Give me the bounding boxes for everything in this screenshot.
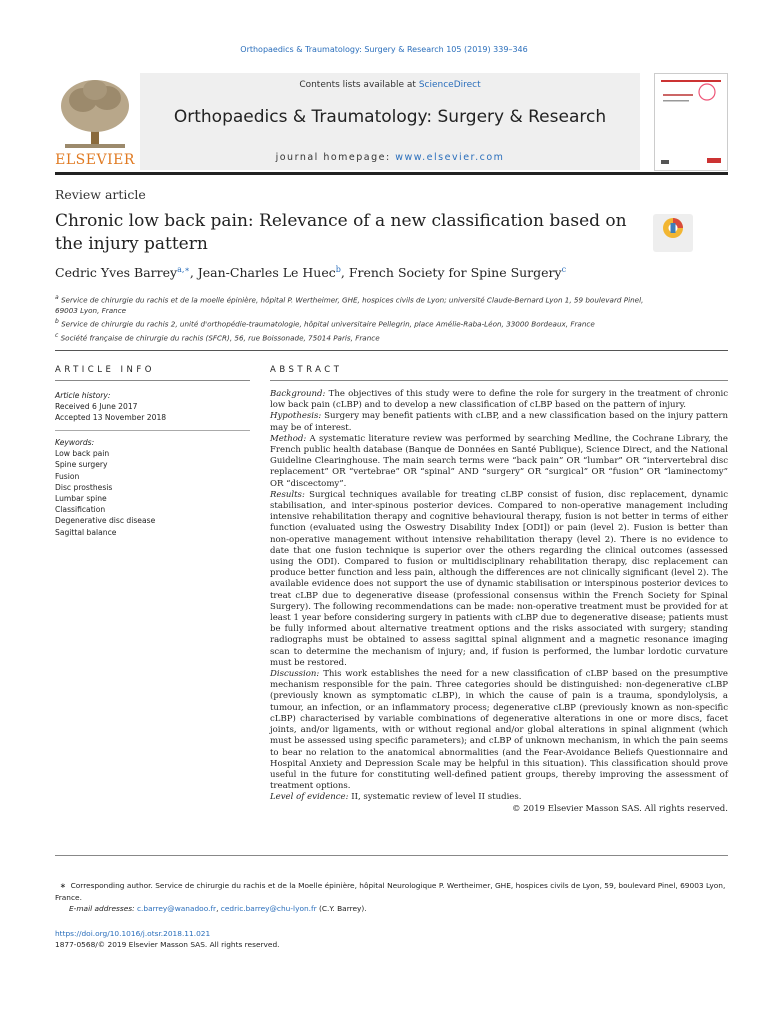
sciencedirect-link[interactable]: ScienceDirect — [418, 80, 481, 90]
abstract-discussion — [270, 669, 728, 792]
abstract-text: II, systematic review of level II studies. — [348, 792, 522, 803]
abstract-method — [270, 434, 728, 490]
author-le-huec[interactable]: , Jean-Charles Le Huec — [189, 265, 336, 281]
affiliation-a — [55, 292, 645, 316]
header-banner — [140, 73, 640, 170]
author-sfcs[interactable]: , French Society for Spine Surgery — [340, 265, 562, 281]
article-info-heading: ARTICLE INFO — [55, 365, 155, 375]
email-line: E-mail addresses: c.barrey@wanadoo.fr, cedric.barrey@chu-lyon.fr (C.Y. Barrey). — [69, 904, 367, 913]
keyword: Disc prosthesis — [55, 482, 113, 492]
article-history — [55, 390, 250, 424]
keyword: Classification — [55, 505, 106, 515]
publisher-name: ELSEVIER — [55, 152, 135, 168]
cover-image-icon — [655, 74, 727, 170]
article-title: Chronic low back pain: Relevance of a new classification based on the injury pattern — [55, 211, 627, 254]
keyword: Fusion — [55, 471, 80, 481]
section-rule — [55, 350, 728, 351]
affil-sup: c — [55, 331, 59, 339]
journal-cover-thumbnail[interactable] — [654, 73, 728, 171]
abstract-rule — [270, 380, 728, 381]
abstract-label: Background: — [270, 389, 326, 399]
doi-block — [55, 928, 280, 950]
email-link-1[interactable]: c.barrey@wanadoo.fr — [136, 904, 217, 913]
abstract-text: Surgical techniques available for treating cLBP consist of fusion, disc replacement, dynamic stabilisation, and inter-spinous posterior devices. Compared to non-operative management including intensive rehabilitation therapy and cognitive behavioural therapy, fusion is not better in terms of either function (evaluated using the Oswestry Disability Index [ODI]) or pain (level 2). Fusion is better than non-operative management without intensive rehabilitation therapy (level 2). There is no evidence to date that one fusion technique is superior over the others regarding the clinical outcomes (assessed using the ODI). Compared to fusion or multidisciplinary rehabilitation therapy, disc replacement can produce better function and less pain, although the differences are not clinically significant (level 2). The available evidence does not support the use of dynamic stabilisation or interspinous posterior devices to treat cLBP due to degenerative disease (professional consensus within the French Society for Spinal Surgery). The following recommendations can be made: non-operative treatment must be provided for at least 1 year before considering surgery in patients with cLBP due to degenerative disease; patients must be fully informed about alternative treatment options and the risks associated with surgery; standing radiographs must be obtained to assess sagittal spinal alignment and a magnetic resonance imaging scan to determine the mechanism of injury; and, if fusion is performed, the lumbar lordotic curvature must be restored. — [270, 489, 728, 668]
contents-line — [140, 80, 640, 90]
email-link-2[interactable]: cedric.barrey@chu-lyon.fr — [220, 904, 317, 913]
journal-citation[interactable]: Orthopaedics & Traumatology: Surgery & Research 105 (2019) 339–346 — [240, 45, 528, 54]
affiliation-b — [55, 316, 645, 329]
affil-sup: a — [55, 294, 59, 301]
doi-link[interactable]: https://doi.org/10.1016/j.otsr.2018.11.021 — [55, 929, 211, 938]
author-list — [55, 265, 566, 280]
corresponding-line — [55, 880, 728, 903]
abstract-text: Surgery may benefit patients with cLBP, and a new classification based on the injury pattern may be of interest. — [270, 411, 728, 433]
history-label: Article history: — [55, 391, 111, 400]
affil-sup: b — [55, 318, 59, 326]
email-label: E-mail addresses: — [69, 904, 135, 913]
corresponding-author-footnote — [55, 880, 728, 915]
header-rule — [55, 172, 728, 175]
abstract-text: The objectives of this study were to define the role for surgery in the treatment of chronic low back pain (cLBP) and to develop a new classification of cLBP based on the pattern of injury. — [270, 389, 728, 411]
abstract-label: Hypothesis: — [270, 411, 322, 422]
abstract-label: Level of evidence: — [270, 792, 349, 803]
affiliation-c — [55, 330, 645, 343]
affiliations — [55, 292, 645, 343]
abstract-label: Discussion: — [270, 669, 320, 680]
check-for-updates-button[interactable] — [653, 214, 693, 252]
article-info-rule — [55, 380, 250, 381]
affil-text: Service de chirurgie du rachis 2, unité d'orthopédie-traumatologie, hôpital universitaire Pellegrin, place Amélie-Raba-Léon, 33000 Bordeaux, France — [61, 319, 595, 329]
crossmark-icon — [653, 214, 693, 252]
accepted-date: Accepted 13 November 2018 — [55, 413, 167, 423]
homepage-link[interactable]: www.elsevier.com — [395, 152, 505, 163]
abstract-hypothesis — [270, 411, 728, 433]
journal-title: Orthopaedics & Traumatology: Surgery & Research — [173, 107, 607, 127]
keyword: Lumbar spine — [55, 494, 107, 504]
abstract-results — [270, 490, 728, 669]
abstract-label: Method: — [270, 433, 307, 444]
affil-text: Service de chirurgie du rachis et de la moelle épinière, hôpital P. Wertheimer, GHE, hospices civils de Lyon; université Claude-Bernard Lyon 1, 59 boulevard Pinel, 69003 Lyon, France — [55, 295, 644, 316]
homepage-line — [140, 152, 640, 163]
contents-prefix: Contents lists available at — [299, 80, 419, 90]
keyword: Spine surgery — [55, 460, 108, 470]
abstract-text: This work establishes the need for a new classification of cLBP based on the presumptive mechanism responsible for the pain. Three categories should be distinguished: non-degenerative cLBP (previously known as symptomatic cLBP), in which the cause of pain is a trauma, spondylolysis, a tumour, an infection, or an inflammatory process; degenerative cLBP (previously known as non-specific cLBP) characterised by variable combinations of degenerative alterations in one or more discs, facet joints, and/or ligaments, with or without regional and/or global alterations in spinal alignment (which must be assessed using specific parameters); and cLBP of unknown mechanism, in which the pain seems to bear no relation to the anatomical abnormalities (and the Fear-Avoidance Beliefs Questionnaire and Hospital Anxiety and Depression Scale may be helpful in this situation). This classification should prove useful in the future for constituting well-defined patient groups, thereby improving the assessment of treatment options. — [270, 669, 728, 792]
keyword: Sagittal balance — [55, 527, 117, 537]
abstract-level-of-evidence — [270, 792, 728, 803]
keywords-rule — [55, 430, 250, 431]
affil-text: Société française de chirurgie du rachis (SFCR), 56, rue Boissonade, 75014 Paris, France — [60, 333, 380, 343]
email-suffix: (C.Y. Barrey). — [319, 904, 367, 913]
abstract-text: A systematic literature review was performed by searching Medline, the Cochrane Library, the French public health database (Banque de Données en Santé Publique), Science Direct, and the National Guideline Clearinghouse. The main search terms were “back pain” OR “lumbar” OR “intervertebral disc replacement” OR “vertebrae” OR “spinal” AND “surgery” OR “surgical” OR “fusion” OR “laminectomy” OR “discectomy”. — [270, 433, 728, 489]
journal-header — [55, 73, 728, 170]
keywords-label: Keywords: — [55, 438, 95, 447]
issn-line: 1877-0568/© 2019 Elsevier Masson SAS. All rights reserved. — [55, 940, 280, 949]
keyword: Low back pain — [55, 449, 110, 459]
abstract-end-rule — [55, 855, 728, 856]
article-type: Review article — [55, 187, 146, 202]
elsevier-tree-icon — [55, 76, 135, 152]
abstract-body — [270, 389, 728, 815]
abstract-heading: ABSTRACT — [270, 365, 343, 375]
abstract-background — [270, 389, 728, 411]
author-sup-a[interactable]: a,∗ — [177, 265, 190, 274]
abstract-label: Results: — [270, 489, 305, 500]
abstract-copyright: © 2019 Elsevier Masson SAS. All rights reserved. — [511, 803, 728, 814]
homepage-prefix: journal homepage: — [275, 152, 396, 163]
received-date: Received 6 June 2017 — [55, 402, 138, 412]
elsevier-logo[interactable] — [55, 76, 135, 168]
author-sup-b[interactable]: b — [335, 265, 341, 274]
keyword: Degenerative disc disease — [55, 516, 156, 526]
keywords-block — [55, 437, 250, 538]
corresponding-text: Corresponding author. Service de chirurgie du rachis et de la Moelle épinière, hôpital Neurologique P. Wertheimer, GHE, hospices civils de Lyon, 59, boulevard Pinel, 69003 Lyon, France. — [55, 881, 726, 902]
footnote-marker: ∗ — [59, 881, 66, 890]
author-sup-c[interactable]: c — [561, 265, 567, 274]
author-barrey[interactable]: Cedric Yves Barrey — [55, 265, 178, 281]
